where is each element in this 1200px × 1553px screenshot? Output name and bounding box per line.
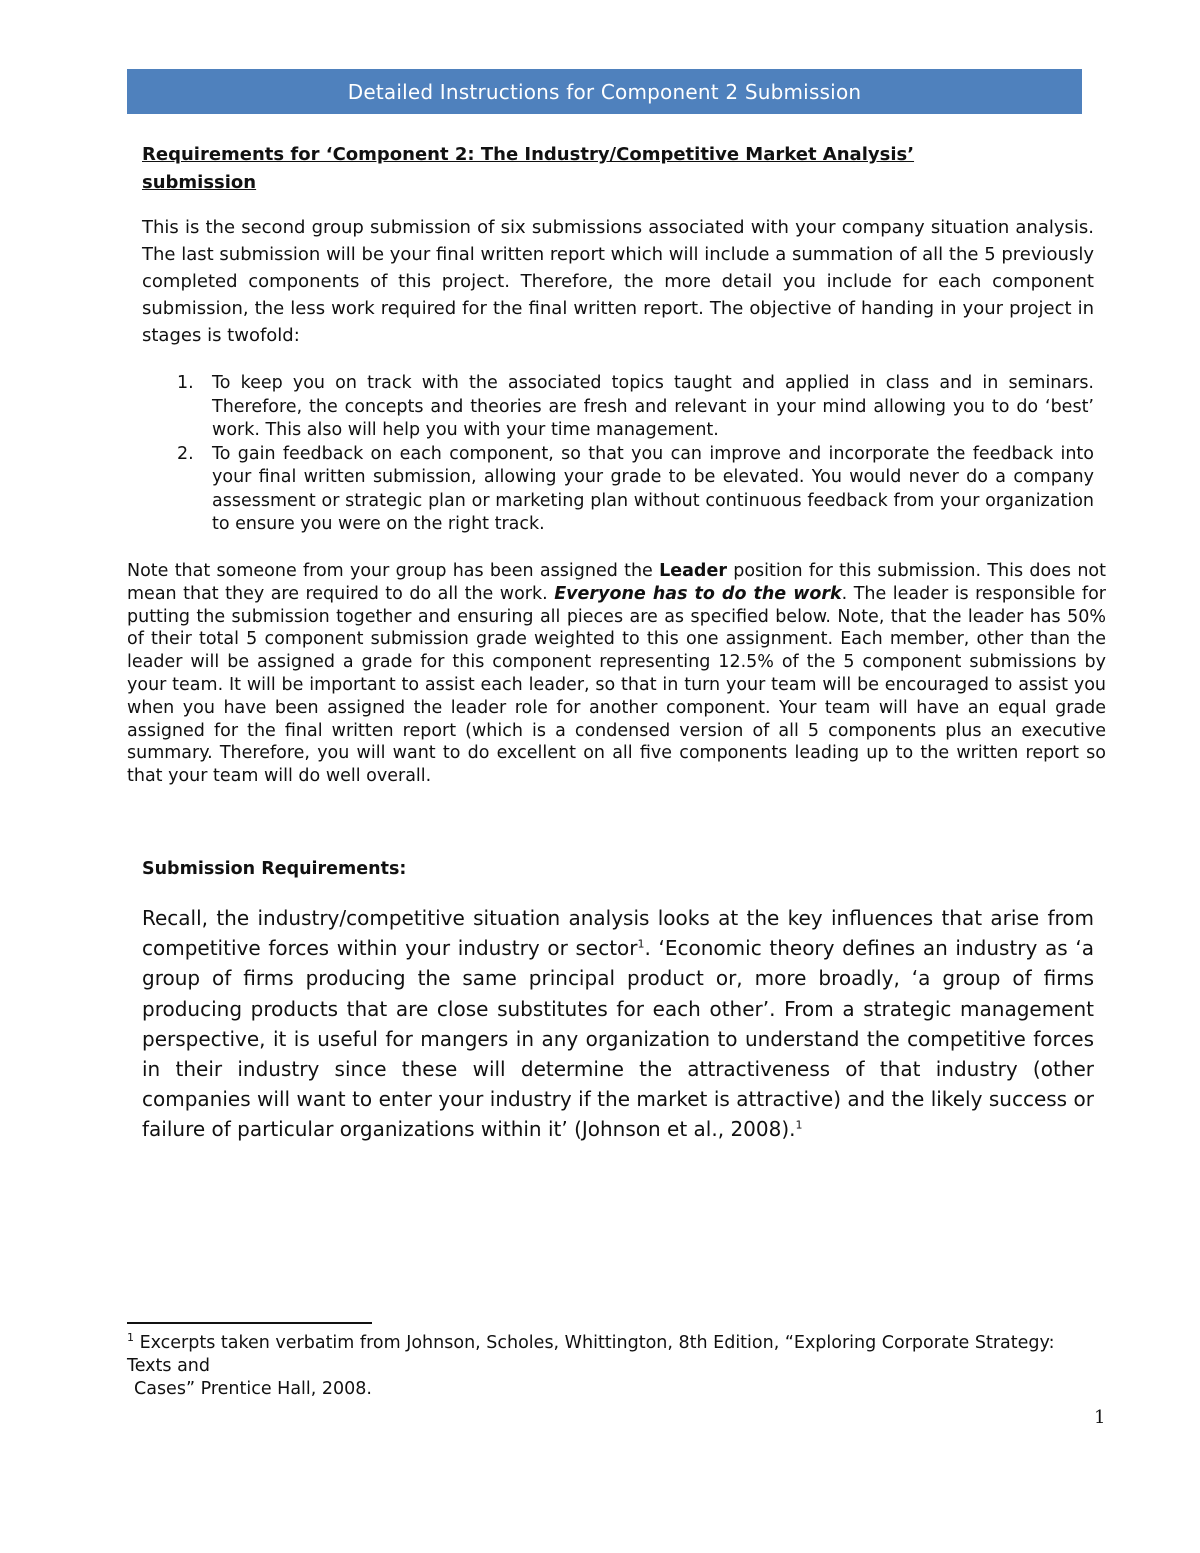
note-text-part2: position for this submission. This does not mean that they are required to do all the work. — [127, 561, 1106, 604]
footnote-marker: 1 — [127, 1331, 134, 1345]
submission-requirements-heading: Submission Requirements: — [142, 859, 407, 879]
list-item-number: 1. — [177, 373, 194, 393]
list-item — [142, 372, 1094, 443]
footnote-reference[interactable]: 1 — [637, 937, 645, 951]
page-number: 1 — [1094, 1407, 1106, 1428]
everyone-emphasis: Everyone has to do the work — [554, 583, 842, 604]
footnote-line2: Cases” Prentice Hall, 2008. — [134, 1379, 372, 1399]
leader-note-paragraph — [127, 560, 1106, 788]
recall-text-part2: . ‘Economic theory defines an industry as ‘a group of firms producing the same principal product or, more broadly, ‘a group of firms producing products that are close substitutes for each other’. From a strategic management perspective, it is useful for mangers in any organization to understand the competitive forces in their industry since these will determine the attractiveness of that industry (other companies will want to enter your industry if the market is attractive) and the likely success or failure of particular organizations within it’ (Johnson et al., 2008). — [142, 936, 1094, 1142]
objectives-list — [142, 372, 1094, 537]
footnote-divider — [127, 1322, 372, 1324]
list-item-text: To keep you on track with the associated topics taught and applied in class and in seminars. Therefore, the concepts and theories are fresh and relevant in your mind allowing you to do ‘best’ work. This also will help you with your time management. — [212, 373, 1094, 440]
footnote-reference[interactable]: 1 — [795, 1118, 803, 1132]
note-text-part1: Note that someone from your group has been assigned the — [127, 561, 660, 581]
footnote — [127, 1332, 1087, 1401]
recall-text-part1: Recall, the industry/competitive situation analysis looks at the key influences that arise from competitive forces within your industry or sector — [142, 906, 1094, 961]
leader-term: Leader — [659, 561, 727, 581]
list-item-number: 2. — [177, 443, 194, 464]
intro-paragraph: This is the second group submission of six submissions associated with your company situation analysis. The last submission will be your final written report which will include a summation of all the 5 previously completed components of this project. Therefore, the more detail you include for each component submission, the less work required for the final written report. The objective of handing in your project in stages is twofold: — [142, 217, 1094, 346]
requirements-heading: Requirements for ‘Component 2: The Industry/Competitive Market Analysis’ submission — [142, 144, 915, 193]
list-item-text: To gain feedback on each component, so that you can improve and incorporate the feedback into your final written submission, allowing your grade to be elevated. You would never do a company assessment or strategic plan or marketing plan without continuous feedback from your organization to ensure you were on the right track. — [212, 443, 1094, 534]
header-title: Detailed Instructions for Component 2 Submission — [347, 79, 862, 104]
list-item — [142, 443, 1094, 537]
recall-paragraph — [142, 903, 1094, 1145]
footnote-line1: Excerpts taken verbatim from Johnson, Scholes, Whittington, 8th Edition, “Exploring Corporate Strategy: Texts and — [127, 1333, 1055, 1376]
header-banner — [127, 69, 1082, 114]
note-text-part3: . The leader is responsible for putting the submission together and ensuring all pieces are as specified below. Note, that the leader has 50% of their total 5 component submission grade weighted to this one assignment. Each member, other than the leader will be assigned a grade for this component representing 12.5% of the 5 component submissions by your team. It will be important to assist each leader, so that in turn your team will be encouraged to assist you when you have been assigned the leader role for another component. Your team will have an equal grade assigned for the final written report (which is a condensed version of all 5 components plus an executive summary. Therefore, you will want to do excellent on all five components leading up to the written report so that your team will do well overall. — [127, 583, 1106, 787]
